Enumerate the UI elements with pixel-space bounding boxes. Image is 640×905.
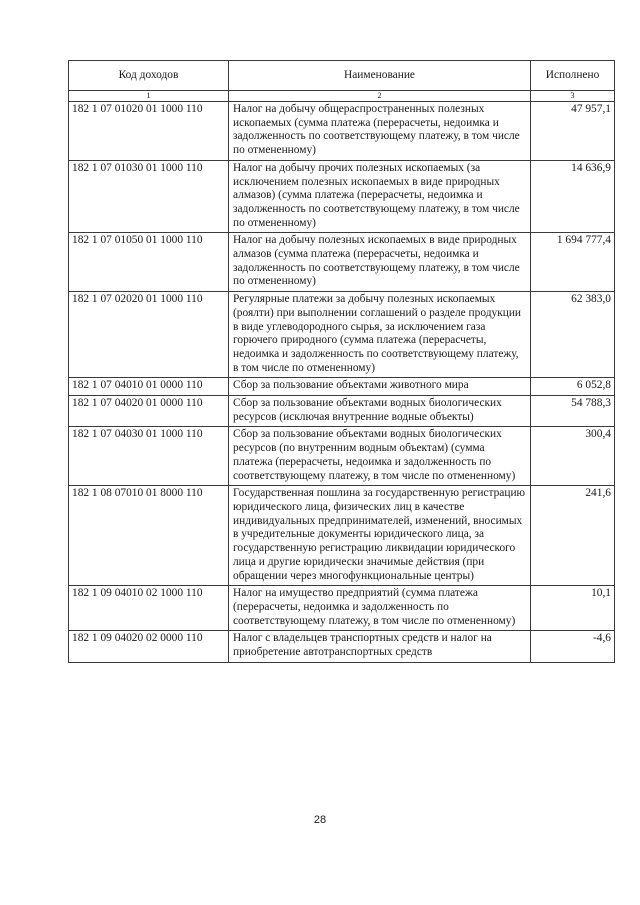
income-name: Сбор за пользование объектами водных биологических ресурсов (исключая внутренние водные объекты) (229, 396, 531, 427)
income-code: 182 1 09 04010 02 1000 110 (69, 586, 229, 631)
table-row (69, 378, 615, 396)
income-name: Регулярные платежи за добычу полезных ископаемых (роялти) при выполнении соглашений о разделе продукции в виде углеводородного сырья, за исключением газа горючего природного (сумма платежа (перерасчеты, недоимка и задолженность по соответствующему платежу, в том числе по отмененному) (229, 292, 531, 378)
revenue-table (68, 60, 615, 663)
header-name: Наименование (229, 61, 531, 91)
income-name: Сбор за пользование объектами водных биологических ресурсов (по внутренним водным объектам) (сумма платежа (перерасчеты, недоимка и задолженность по соответствующему платежу, в том числе по отмененному) (229, 427, 531, 486)
executed-amount: 62 383,0 (531, 292, 615, 378)
executed-amount: 10,1 (531, 586, 615, 631)
executed-amount: 1 694 777,4 (531, 233, 615, 292)
income-code: 182 1 07 02020 01 1000 110 (69, 292, 229, 378)
income-code: 182 1 07 04030 01 1000 110 (69, 427, 229, 486)
executed-amount: 300,4 (531, 427, 615, 486)
executed-amount: 14 636,9 (531, 160, 615, 233)
table-row (69, 586, 615, 631)
table-row (69, 396, 615, 427)
column-number: 2 (229, 91, 531, 102)
income-code: 182 1 07 01030 01 1000 110 (69, 160, 229, 233)
income-code: 182 1 07 04020 01 0000 110 (69, 396, 229, 427)
income-code: 182 1 09 04020 02 0000 110 (69, 631, 229, 662)
table-row (69, 631, 615, 662)
income-name: Налог на добычу общераспространенных полезных ископаемых (сумма платежа (перерасчеты, недоимка и задолженность по соответствующему платежу, в том числе по отмененному) (229, 102, 531, 161)
table-row (69, 233, 615, 292)
table-row (69, 102, 615, 161)
column-number-row (69, 91, 615, 102)
header-code: Код доходов (69, 61, 229, 91)
income-name: Налог на добычу полезных ископаемых в виде природных алмазов (сумма платежа (перерасчеты, недоимка и задолженность по соответствующему платежу, в том числе по отмененному) (229, 233, 531, 292)
income-code: 182 1 07 04010 01 0000 110 (69, 378, 229, 396)
column-number: 3 (531, 91, 615, 102)
income-code: 182 1 08 07010 01 8000 110 (69, 486, 229, 586)
income-name: Государственная пошлина за государственную регистрацию юридического лица, физических лиц в качестве индивидуальных предпринимателей, изменений, вносимых в учредительные документы юридического лица, за государственную регистрацию ликвидации юридического лица и другие юридически значимые действия (при обращении через многофункциональные центры) (229, 486, 531, 586)
column-number: 1 (69, 91, 229, 102)
income-code: 182 1 07 01020 01 1000 110 (69, 102, 229, 161)
executed-amount: -4,6 (531, 631, 615, 662)
income-name: Налог на добычу прочих полезных ископаемых (за исключением полезных ископаемых в виде природных алмазов) (сумма платежа (перерасчеты, недоимка и задолженность по соответствующему платежу, в том числе по отмененному) (229, 160, 531, 233)
executed-amount: 54 788,3 (531, 396, 615, 427)
table-row (69, 160, 615, 233)
table-row (69, 427, 615, 486)
page-number: 28 (313, 814, 327, 826)
header-row (69, 61, 615, 91)
table-row (69, 292, 615, 378)
executed-amount: 6 052,8 (531, 378, 615, 396)
table-row (69, 486, 615, 586)
income-name: Налог с владельцев транспортных средств и налог на приобретение автотранспортных средств (229, 631, 531, 662)
header-amount: Исполнено (531, 61, 615, 91)
income-code: 182 1 07 01050 01 1000 110 (69, 233, 229, 292)
executed-amount: 47 957,1 (531, 102, 615, 161)
income-name: Налог на имущество предприятий (сумма платежа (перерасчеты, недоимка и задолженность по соответствующему платежу, в том числе по отмененному) (229, 586, 531, 631)
executed-amount: 241,6 (531, 486, 615, 586)
income-name: Сбор за пользование объектами животного мира (229, 378, 531, 396)
